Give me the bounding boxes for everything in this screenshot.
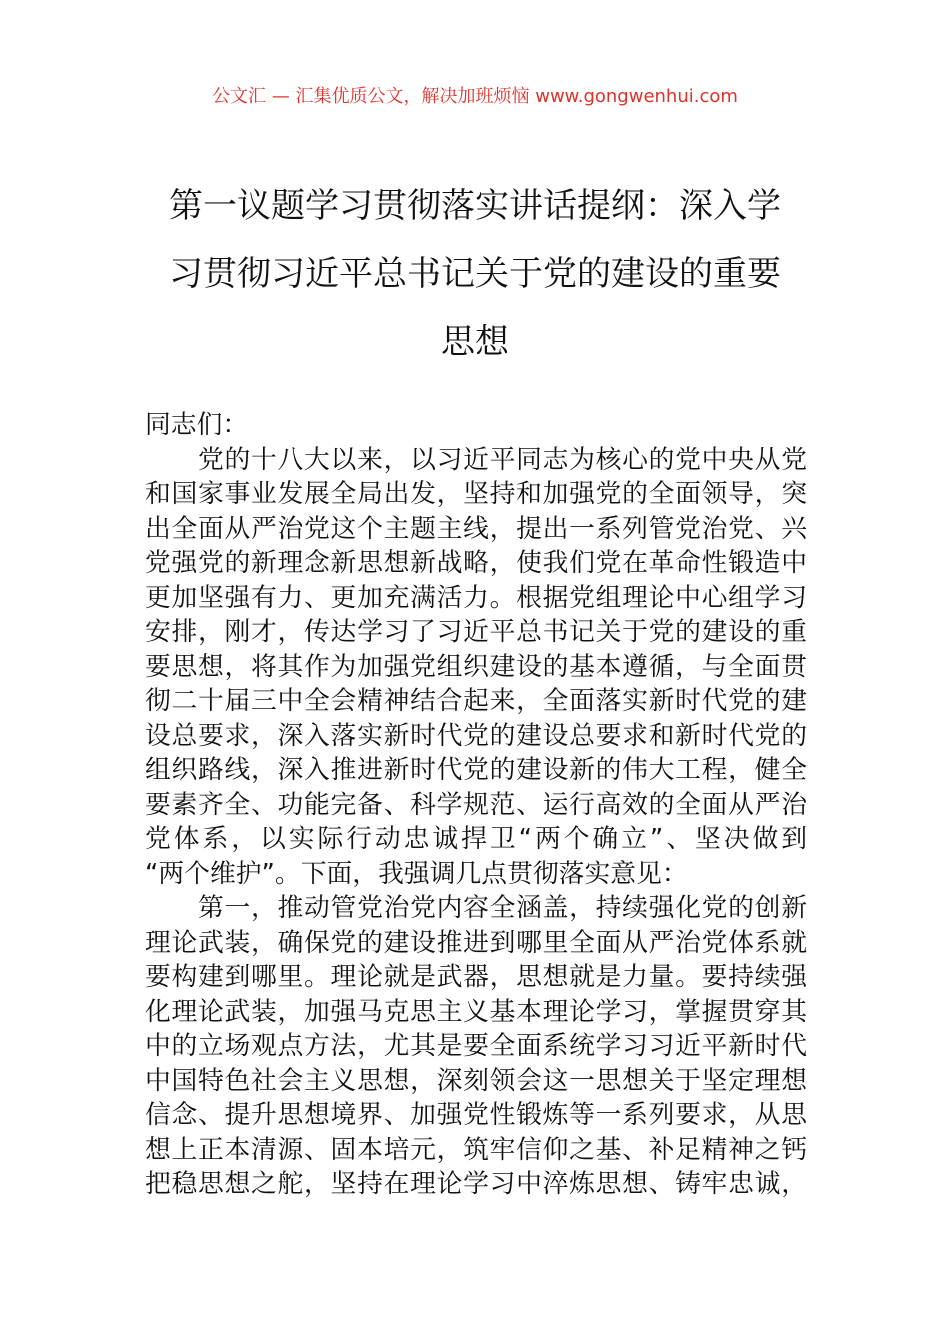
body-line: 和国家事业发展全局出发，坚持和加强党的全面领导，突 <box>145 479 807 509</box>
title-line: 习贯彻习近平总书记关于党的建设的重要 <box>169 254 781 294</box>
body-line: 党的十八大以来，以习近平同志为核心的党中央从党 <box>145 444 807 475</box>
body-line: 设总要求，深入落实新时代党的建设总要求和新时代党的 <box>145 720 807 751</box>
body-line: 第一，推动管党治党内容全涵盖，持续强化党的创新 <box>145 893 807 923</box>
body-line: 安排，刚才，传达学习了习近平总书记关于党的建设的重 <box>145 617 807 647</box>
body-line: 党强党的新理念新思想新战略，使我们党在革命性锻造中 <box>145 548 807 578</box>
body-line: 更加坚强有力、更加充满活力。根据党组理论中心组学习 <box>145 582 807 613</box>
body-line: 组织路线，深入推进新时代党的建设新的伟大工程，健全 <box>145 755 807 785</box>
body-line: 要素齐全、功能完备、科学规范、运行高效的全面从严治 <box>145 789 807 820</box>
document-title <box>145 172 805 376</box>
body-line: 要构建到哪里。理论就是武器，思想就是力量。要持续强 <box>145 962 807 992</box>
site-header-banner: 公文汇 — 汇集优质公文，解决加班烦恼 www.gongwenhui.com <box>212 86 738 107</box>
title-line: 思想 <box>441 322 509 362</box>
body-line: 彻二十届三中全会精神结合起来，全面落实新时代党的建 <box>145 686 807 716</box>
body-line: 中国特色社会主义思想，深刻领会这一思想关于坚定理想 <box>145 1065 807 1096</box>
body-line: 想上正本清源、固本培元，筑牢信仰之基、补足精神之钙 <box>145 1134 807 1165</box>
body-line: 把稳思想之舵，坚持在理论学习中淬炼思想、铸牢忠诚， <box>145 1169 807 1199</box>
body-line: 信念、提升思想境界、加强党性锻炼等一系列要求，从思 <box>145 1100 807 1130</box>
body-line: 中的立场观点方法，尤其是要全面系统学习习近平新时代 <box>145 1031 807 1061</box>
body-line: 要思想，将其作为加强党组织建设的基本遵循，与全面贯 <box>145 651 807 682</box>
body-line: 化理论武装，加强马克思主义基本理论学习，掌握贯穿其 <box>145 996 807 1027</box>
body-line: 理论武装，确保党的建设推进到哪里全面从严治党体系就 <box>145 927 807 958</box>
title-line: 第一议题学习贯彻落实讲话提纲：深入学 <box>169 186 781 226</box>
document-body <box>145 408 807 1202</box>
body-line: 出全面从严治党这个主题主线，提出一系列管党治党、兴 <box>145 513 807 544</box>
body-line: 党体系，以实际行动忠诚捍卫“两个确立”、坚决做到 <box>145 824 807 854</box>
greeting: 同志们： <box>145 410 249 440</box>
body-line: “两个维护”。下面，我强调几点贯彻落实意见： <box>145 858 688 889</box>
